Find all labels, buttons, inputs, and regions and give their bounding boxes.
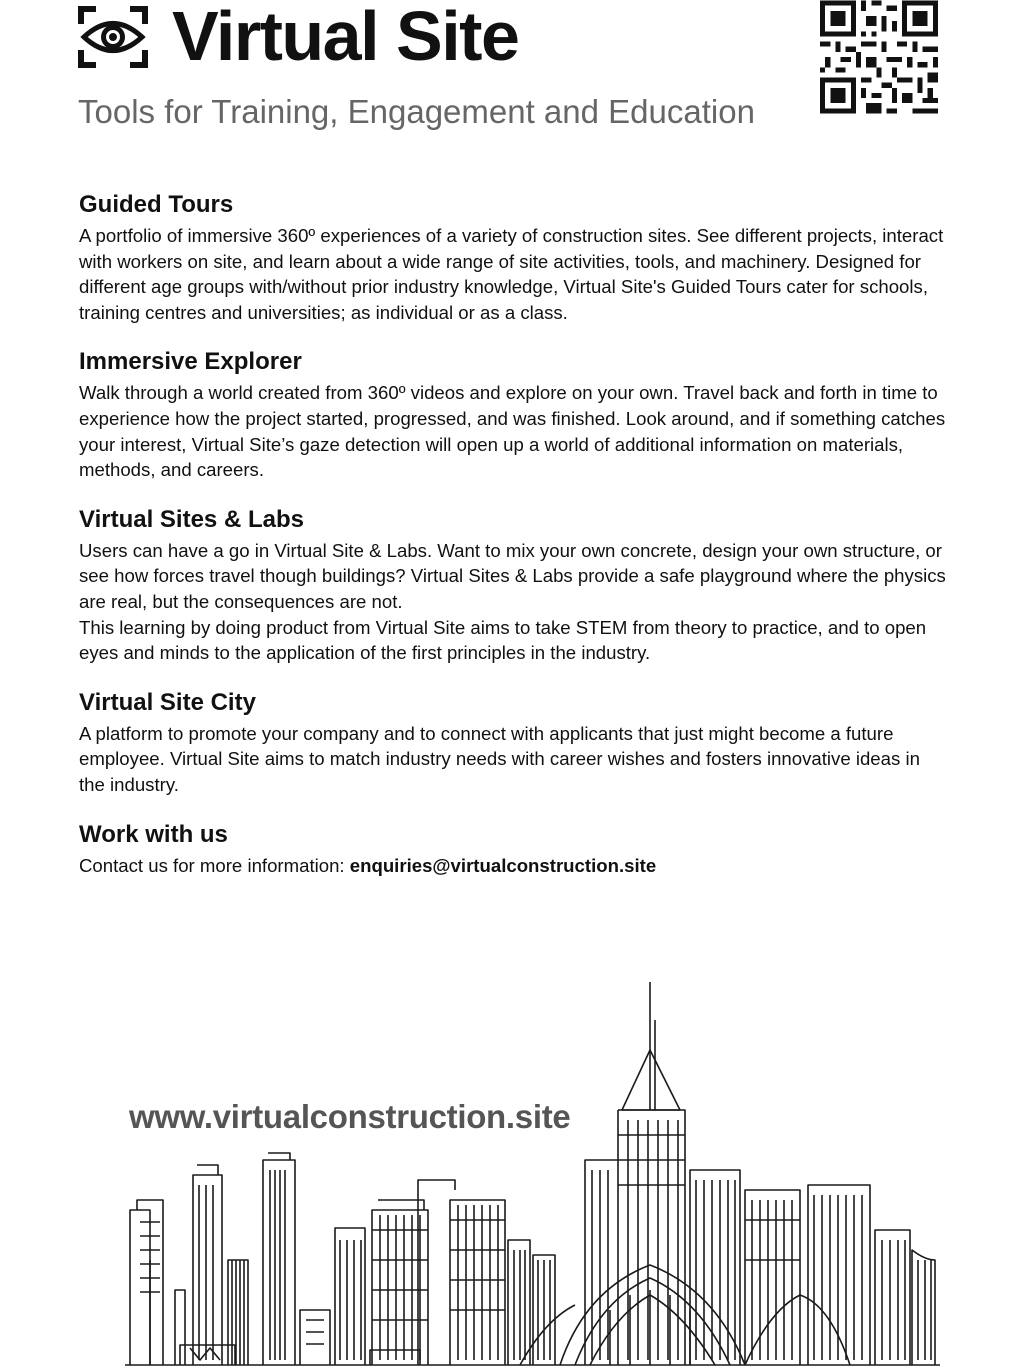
section-virtual-site-city [79,688,949,798]
tagline: Tools for Training, Engagement and Education [78,93,755,130]
section-paragraph: This learning by doing product from Virtual Site aims to take STEM from theory to practice, and to open eyes and minds to the application of the first principles in the industry. [79,616,927,664]
brand-title: Virtual Site [172,0,519,75]
section-heading: Virtual Site City [79,688,256,716]
content [79,190,949,900]
section-heading: Immersive Explorer [79,348,302,376]
eye-in-viewfinder-icon [78,6,148,68]
city-skyline-sketch [0,960,1028,1370]
website-url[interactable]: www.virtualconstruction.site [129,1098,571,1135]
section-virtual-sites-labs [79,505,949,666]
header [0,0,1028,150]
contact-line [79,853,949,879]
section-work-with-us [79,820,949,879]
section-immersive-explorer [79,347,949,482]
section-heading: Guided Tours [79,191,234,218]
section-paragraph: A portfolio of immersive 360º experiences of a variety of construction sites. See different projects, interact with workers on site, and learn about a wide range of site activities, tools, and machinery. Designed for different age groups with/without prior industry knowledge, Virtual Site's Guided Tours cater for schools, training centres and universities; as individual or as a class. [79,225,944,323]
contact-text: Contact us for more information: [79,854,350,876]
section-heading: Virtual Sites & Labs [79,505,304,533]
section-paragraph: A platform to promote your company and to connect with applicants that just might become a future employee. Virtual Site aims to match industry needs with career wishes and fosters innovative ideas in the industry. [79,722,920,795]
qr-code-icon[interactable] [820,0,938,114]
contact-email-link[interactable]: enquiries@virtualconstruction.site [349,854,657,876]
section-paragraph: Users can have a go in Virtual Site & Labs. Want to mix your own concrete, design your own structure, or see how forces travel though buildings? Virtual Sites & Labs provide a safe playground where the physics are real, but the consequences are not. [79,539,946,612]
section-heading: Work with us [79,820,228,848]
section-paragraph: Walk through a world created from 360º videos and explore on your own. Travel back and forth in time to experience how the project started, progressed, and was finished. Look around, and if something catches your interest, Virtual Site’s gaze detection will open up a world of additional information on materials, methods, and careers. [79,382,946,481]
section-guided-tours [79,190,949,325]
